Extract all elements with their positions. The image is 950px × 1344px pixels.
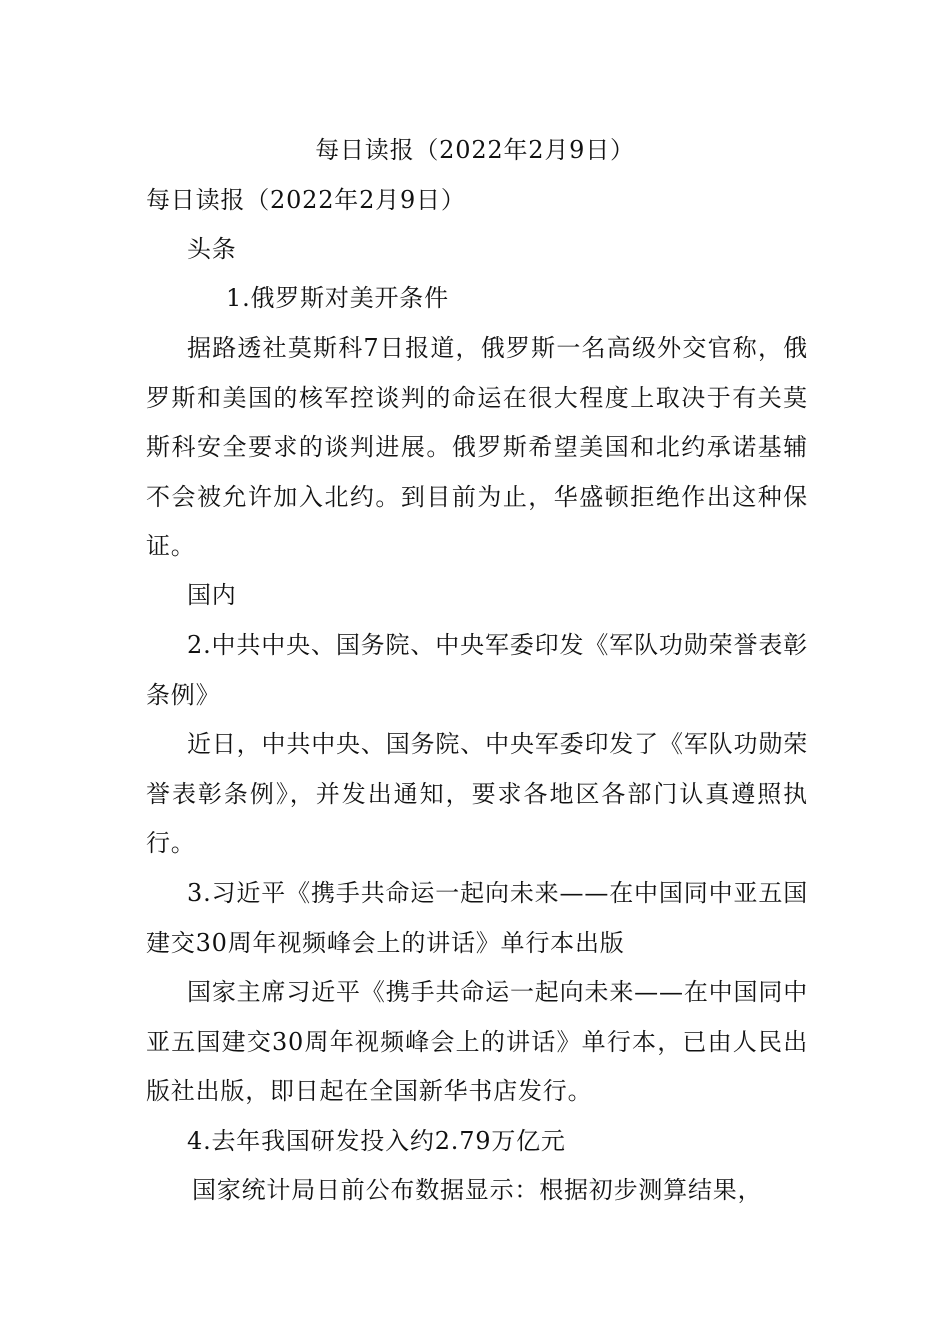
- item2-title: 2.中共中央、国务院、中央军委印发《军队功勋荣誉表彰条例》: [146, 631, 808, 709]
- item3-title: 3.习近平《携手共命运一起向未来——在中国同中亚五国建交30周年视频峰会上的讲话》单行本出版: [146, 879, 808, 957]
- section-headline: 头条: [187, 235, 237, 263]
- section-domestic: 国内: [187, 581, 237, 609]
- item4-title: 4.去年我国研发投入约2.79万亿元: [187, 1127, 566, 1155]
- document-subtitle: 每日读报（2022年2月9日）: [146, 186, 466, 214]
- item3-body: 国家主席习近平《携手共命运一起向未来——在中国同中亚五国建交30周年视频峰会上的讲话》单行本，已由人民出版社出版，即日起在全国新华书店发行。: [146, 978, 808, 1105]
- item4-body: 国家统计局日前公布数据显示：根据初步测算结果，: [192, 1176, 763, 1204]
- item1-body: 据路透社莫斯科7日报道，俄罗斯一名高级外交官称，俄罗斯和美国的核军控谈判的命运在很大程度上取决于有关莫斯科安全要求的谈判进展。俄罗斯希望美国和北约承诺基辅不会被允许加入北约。到目前为止，华盛顿拒绝作出这种保证。: [146, 334, 808, 560]
- item2-body: 近日，中共中央、国务院、中央军委印发了《军队功勋荣誉表彰条例》，并发出通知，要求各地区各部门认真遵照执行。: [146, 730, 808, 857]
- item1-title: 1.俄罗斯对美开条件: [226, 284, 449, 312]
- document-title: 每日读报（2022年2月9日）: [315, 136, 635, 164]
